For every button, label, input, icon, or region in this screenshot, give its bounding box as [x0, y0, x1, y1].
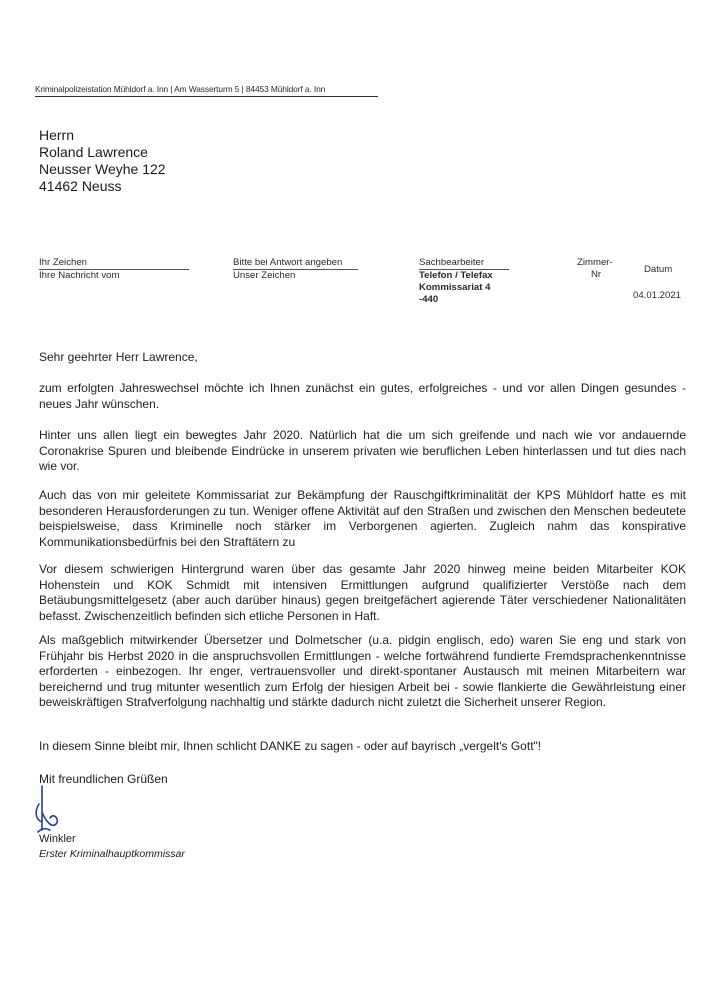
date-value: 04.01.2021 — [633, 290, 682, 301]
your-message-label: Ihre Nachricht vom — [39, 270, 120, 281]
phone-fax-label: Telefon / Telefax — [419, 270, 493, 281]
reference-room — [577, 257, 613, 281]
our-sign-label: Unser Zeichen — [233, 270, 296, 281]
reference-your-sign — [39, 257, 189, 282]
recipient-address — [39, 127, 166, 195]
recipient-name: Roland Lawrence — [39, 144, 148, 160]
department-value: Kommissariat 4 — [419, 282, 491, 293]
room-label: Zimmer- — [577, 257, 613, 268]
letter-paragraph-6: In diesem Sinne bleibt mir, Ihnen schlicht DANKE zu sagen - oder auf bayrisch „vergelt's Gott"! — [39, 739, 542, 753]
letter-paragraph-3: Auch das von mir geleitete Kommissariat zur Bekämpfung der Rauschgiftkriminalität der KPS Mühldorf hatte es mit besonderen Herausforderungen zu tun. Weniger offene Aktivität auf den Straßen und zwischen den Menschen bedeutete beispielsweise, dass Kriminelle noch stärker im Verborgenen agierten. Zugleich nahm das konspirative Kommunikationsbedürfnis bei den Straftätern zu — [39, 488, 686, 549]
reference-clerk — [419, 257, 509, 306]
extension-value: -440 — [419, 294, 439, 305]
recipient-city: 41462 Neuss — [39, 178, 122, 194]
letter-greeting: Sehr geehrter Herr Lawrence, — [39, 350, 198, 364]
reference-our-sign — [233, 257, 358, 282]
room-nr-label: Nr — [591, 269, 602, 280]
letter-paragraph-2: Hinter uns allen liegt ein bewegtes Jahr 2020. Natürlich hat die um sich greifende und nach wie vor andauernde Coronakrise Spuren und bleibende Eindrücke in unserem privaten wie beruflichen Leben hinterlassen und tut dies nach wie vor. — [39, 428, 686, 474]
clerk-label: Sachbearbeiter — [419, 257, 509, 270]
date-label: Datum — [644, 264, 673, 275]
reply-hint-label: Bitte bei Antwort angeben — [233, 257, 358, 270]
letter-paragraph-1: zum erfolgten Jahreswechsel möchte ich Ihnen zunächst ein gutes, erfolgreiches - und vor allen Dingen gesundes - neues Jahr wünschen. — [39, 381, 686, 411]
closing-phrase: Mit freundlichen Grüßen — [39, 772, 168, 786]
letter-paragraph-5: Als maßgeblich mitwirkender Übersetzer und Dolmetscher (u.a. pidgin englisch, edo) waren Sie eng und stark von Frühjahr bis Herbst 2020 in die anspruchsvollen Ermittlungen - welche fortwährend fundierte Fremdsprachenkenntnisse erforderten - einbezogen. Ihr enger, vertrauensvoller und direkt-spontaner Austausch mit meinen Mitarbeitern war bereichernd und trug mitunter wesentlich zum Erfolg der hiesigen Arbeit bei - sowie flankierte die Gewährleistung einer beweiskräftigen Strafverfolgung nachhaltig und stärkte dadurch nicht zuletzt die Sicherheit unserer Region. — [39, 633, 686, 710]
signer-title: Erster Kriminalhauptkommissar — [39, 848, 185, 860]
your-sign-label: Ihr Zeichen — [39, 257, 189, 270]
recipient-salutation: Herrn — [39, 127, 75, 143]
signer-name: Winkler — [39, 833, 76, 845]
letter-paragraph-4: Vor diesem schwierigen Hintergrund waren über das gesamte Jahr 2020 hinweg meine beiden Mitarbeiter KOK Hohenstein und KOK Schmidt mit intensiven Ermittlungen aufgrund qualifizierter Verstöße nach dem Betäubungsmittelgesetz (aber auch darüber hinaus) gegen breitgefächert agierende Täter verschiedener Nationalitäten befasst. Zwischenzeitlich befinden sich etliche Personen in Haft. — [39, 562, 686, 623]
sender-address-line: Kriminalpolizeistation Mühldorf a. Inn | Am Wasserturm 5 | 84453 Mühldorf a. Inn — [35, 84, 378, 97]
recipient-street: Neusser Weyhe 122 — [39, 161, 166, 177]
